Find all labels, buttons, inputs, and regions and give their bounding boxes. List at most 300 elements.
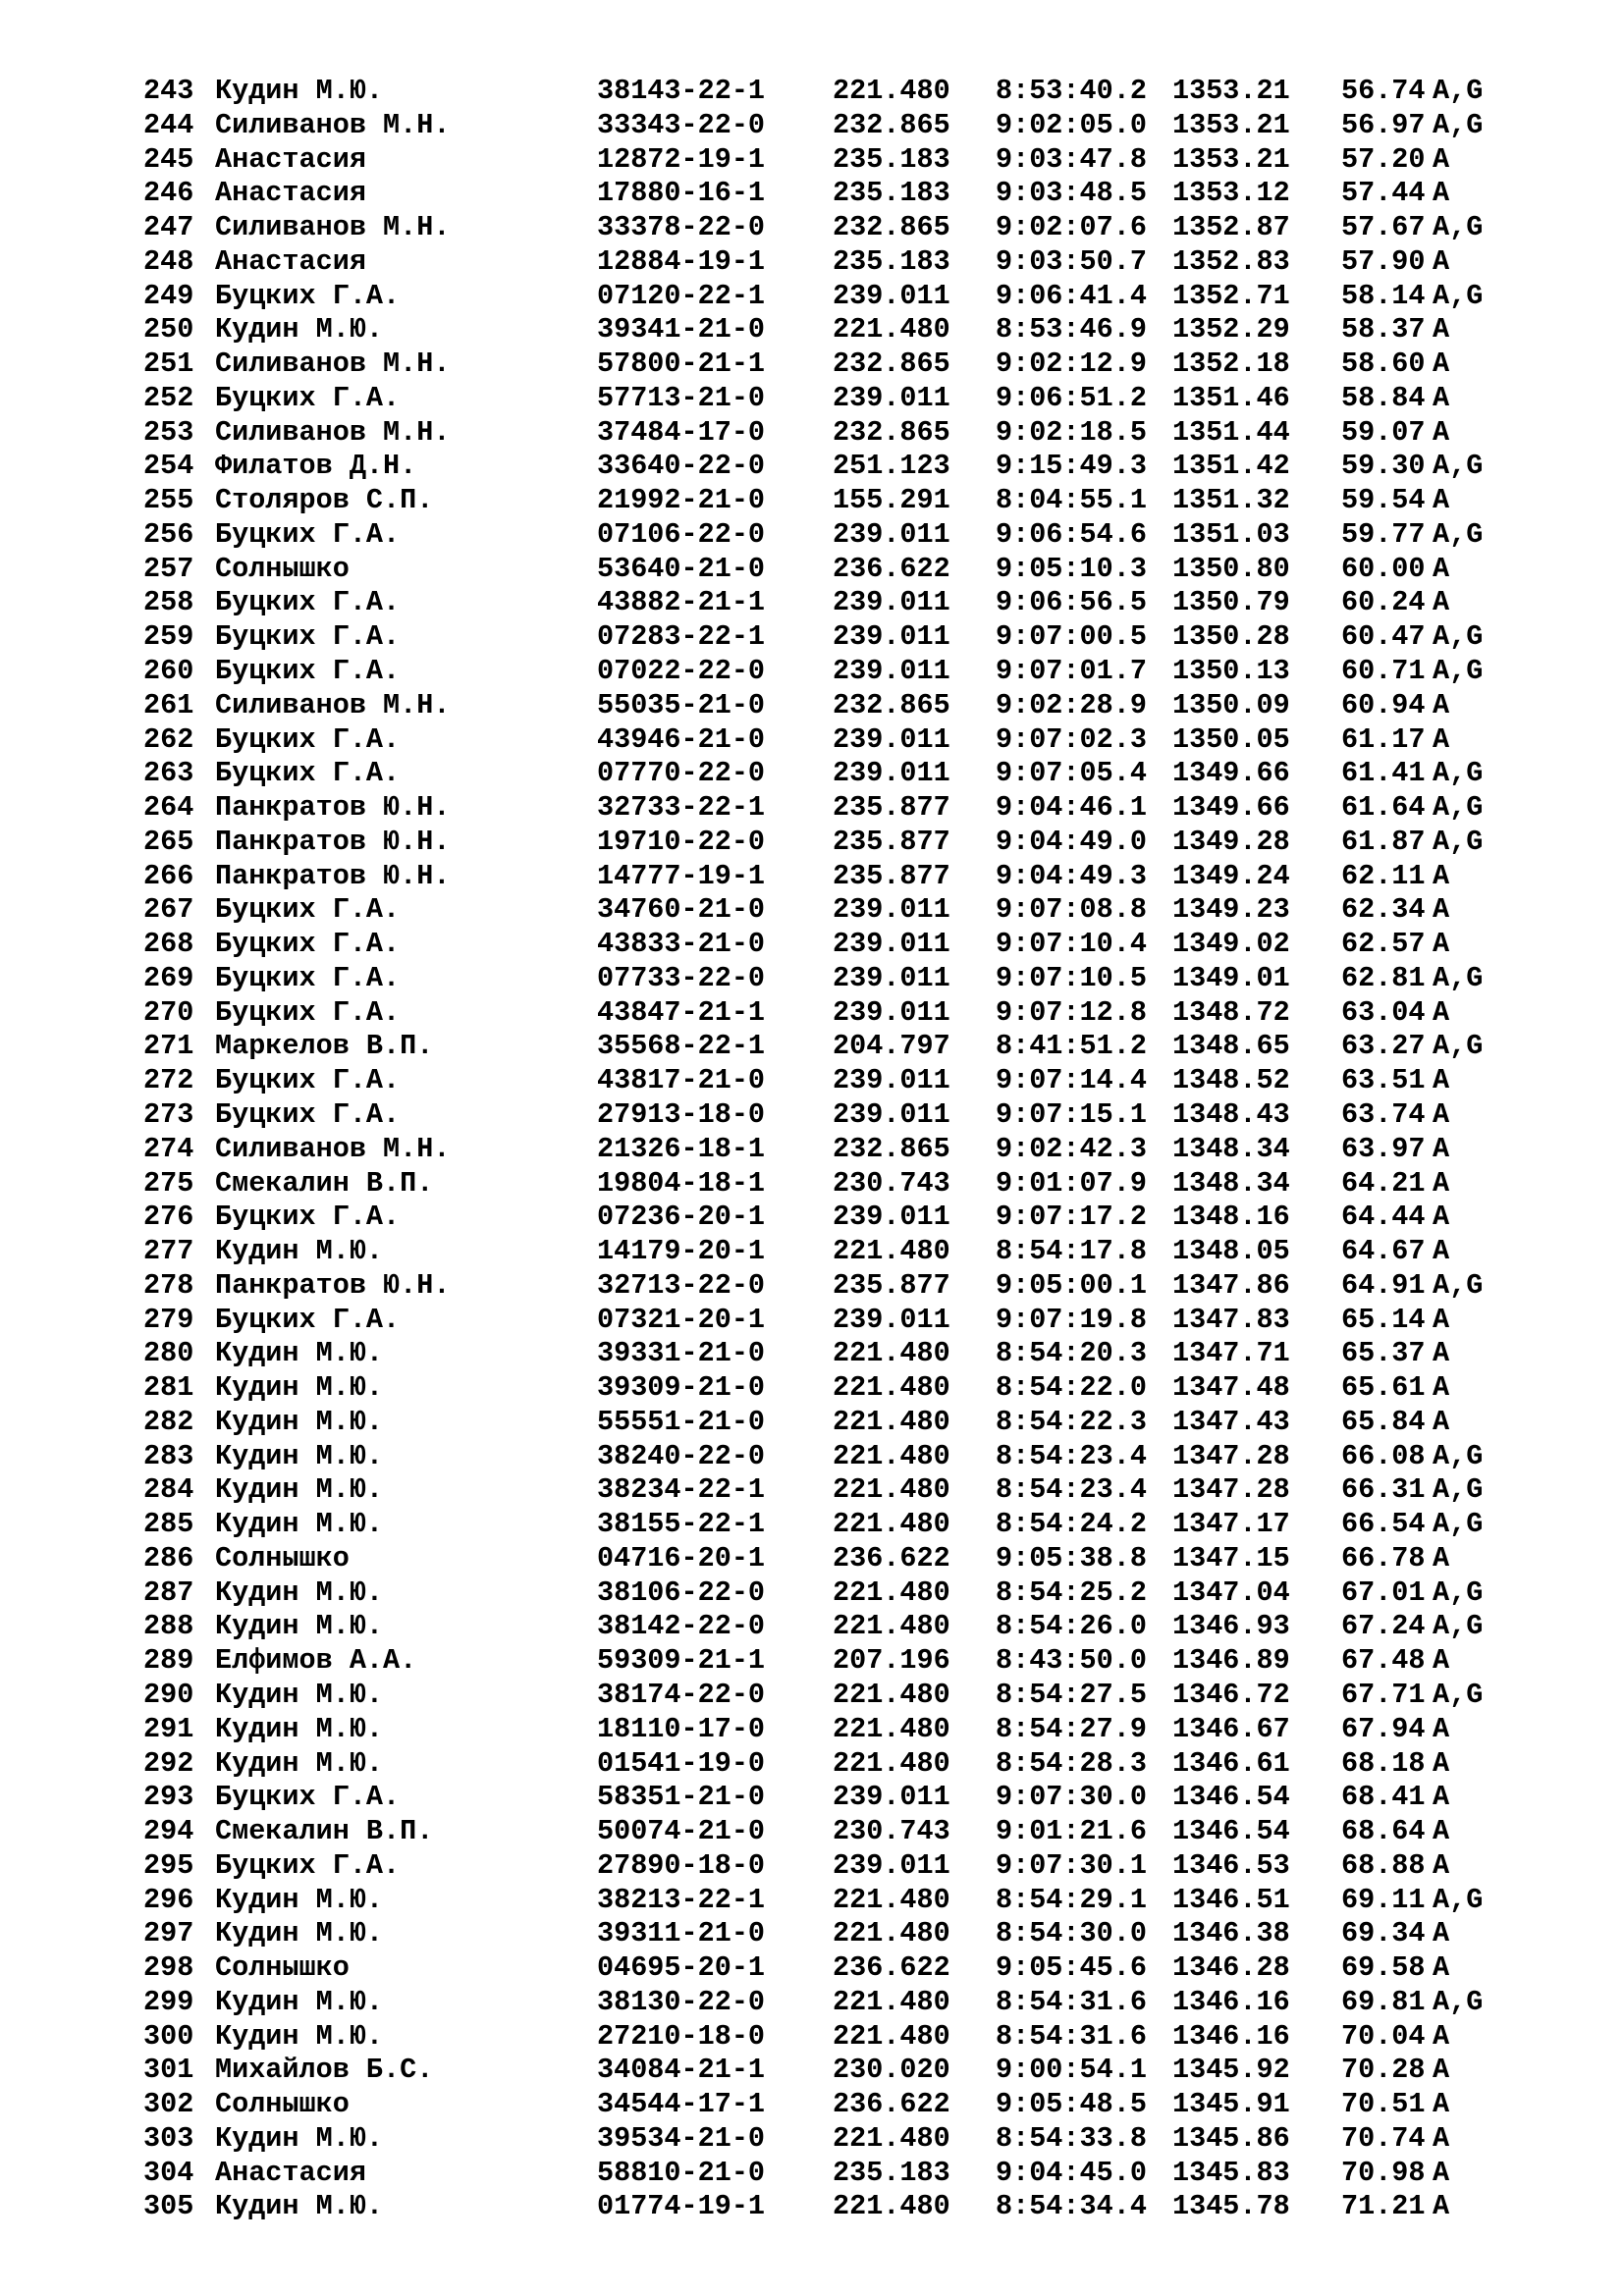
flags-cell: A xyxy=(1433,313,1450,347)
flags-cell: A xyxy=(1433,1064,1450,1097)
flags-cell: A xyxy=(1433,1235,1450,1268)
arrival-time-cell: 8:54:25.2 xyxy=(996,1575,1147,1609)
coefficient-cell: 60.00 xyxy=(1341,552,1426,585)
arrival-time-cell: 9:05:00.1 xyxy=(996,1268,1147,1302)
coefficient-cell: 57.44 xyxy=(1341,177,1426,210)
ring-number-cell: 07283-22-1 xyxy=(597,620,766,654)
row-number-cell: 289 xyxy=(143,1644,194,1678)
flags-cell: A xyxy=(1433,1303,1450,1336)
owner-name-cell: Буцких Г.А. xyxy=(215,279,401,312)
speed-cell: 1346.67 xyxy=(1172,1712,1290,1745)
arrival-time-cell: 9:02:12.9 xyxy=(996,347,1147,381)
owner-name-cell: Кудин М.Ю. xyxy=(215,1575,384,1609)
distance-cell: 221.480 xyxy=(833,1575,950,1609)
owner-name-cell: Буцких Г.А. xyxy=(215,1848,401,1882)
speed-cell: 1347.86 xyxy=(1172,1268,1290,1302)
speed-cell: 1349.02 xyxy=(1172,928,1290,961)
flags-cell: A xyxy=(1433,1371,1450,1405)
coefficient-cell: 66.31 xyxy=(1341,1473,1426,1507)
coefficient-cell: 66.08 xyxy=(1341,1439,1426,1472)
ring-number-cell: 07106-22-0 xyxy=(597,517,766,551)
coefficient-cell: 71.21 xyxy=(1341,2190,1426,2223)
row-number-cell: 303 xyxy=(143,2121,194,2155)
owner-name-cell: Столяров С.П. xyxy=(215,484,434,517)
speed-cell: 1347.17 xyxy=(1172,1508,1290,1541)
row-number-cell: 244 xyxy=(143,108,194,141)
distance-cell: 221.480 xyxy=(833,1678,950,1711)
coefficient-cell: 63.97 xyxy=(1341,1132,1426,1165)
row-number-cell: 280 xyxy=(143,1337,194,1370)
arrival-time-cell: 8:54:26.0 xyxy=(996,1610,1147,1643)
owner-name-cell: Солнышко xyxy=(215,2088,350,2121)
arrival-time-cell: 9:07:15.1 xyxy=(996,1097,1147,1131)
ring-number-cell: 43817-21-0 xyxy=(597,1064,766,1097)
speed-cell: 1349.66 xyxy=(1172,791,1290,825)
arrival-time-cell: 8:54:24.2 xyxy=(996,1508,1147,1541)
flags-cell: A,G xyxy=(1433,757,1484,790)
row-number-cell: 278 xyxy=(143,1268,194,1302)
owner-name-cell: Буцких Г.А. xyxy=(215,381,401,414)
row-number-cell: 296 xyxy=(143,1883,194,1916)
row-number-cell: 292 xyxy=(143,1746,194,1780)
coefficient-cell: 70.98 xyxy=(1341,2156,1426,2189)
speed-cell: 1345.78 xyxy=(1172,2190,1290,2223)
row-number-cell: 300 xyxy=(143,2019,194,2053)
distance-cell: 221.480 xyxy=(833,1473,950,1507)
flags-cell: A,G xyxy=(1433,825,1484,858)
distance-cell: 221.480 xyxy=(833,1746,950,1780)
row-number-cell: 284 xyxy=(143,1473,194,1507)
owner-name-cell: Буцких Г.А. xyxy=(215,586,401,619)
row-number-cell: 260 xyxy=(143,655,194,688)
speed-cell: 1353.21 xyxy=(1172,75,1290,107)
distance-cell: 230.020 xyxy=(833,2054,950,2087)
arrival-time-cell: 9:05:38.8 xyxy=(996,1541,1147,1575)
owner-name-cell: Кудин М.Ю. xyxy=(215,2019,384,2053)
row-number-cell: 248 xyxy=(143,244,194,278)
distance-cell: 235.183 xyxy=(833,244,950,278)
row-number-cell: 272 xyxy=(143,1064,194,1097)
row-number-cell: 283 xyxy=(143,1439,194,1472)
flags-cell: A xyxy=(1433,2088,1450,2121)
flags-cell: A,G xyxy=(1433,1985,1484,2018)
owner-name-cell: Кудин М.Ю. xyxy=(215,1746,384,1780)
ring-number-cell: 38142-22-0 xyxy=(597,1610,766,1643)
flags-cell: A xyxy=(1433,722,1450,756)
coefficient-cell: 59.77 xyxy=(1341,517,1426,551)
distance-cell: 239.011 xyxy=(833,586,950,619)
speed-cell: 1346.54 xyxy=(1172,1815,1290,1848)
owner-name-cell: Кудин М.Ю. xyxy=(215,1712,384,1745)
flags-cell: A xyxy=(1433,484,1450,517)
coefficient-cell: 62.11 xyxy=(1341,859,1426,892)
distance-cell: 236.622 xyxy=(833,1541,950,1575)
coefficient-cell: 68.18 xyxy=(1341,1746,1426,1780)
row-number-cell: 257 xyxy=(143,552,194,585)
speed-cell: 1351.44 xyxy=(1172,415,1290,449)
ring-number-cell: 07770-22-0 xyxy=(597,757,766,790)
speed-cell: 1349.23 xyxy=(1172,893,1290,927)
flags-cell: A xyxy=(1433,995,1450,1029)
arrival-time-cell: 8:53:40.2 xyxy=(996,75,1147,107)
ring-number-cell: 12884-19-1 xyxy=(597,244,766,278)
distance-cell: 221.480 xyxy=(833,2121,950,2155)
ring-number-cell: 59309-21-1 xyxy=(597,1644,766,1678)
flags-cell: A xyxy=(1433,2019,1450,2053)
ring-number-cell: 33640-22-0 xyxy=(597,450,766,483)
row-number-cell: 252 xyxy=(143,381,194,414)
owner-name-cell: Кудин М.Ю. xyxy=(215,1508,384,1541)
coefficient-cell: 65.14 xyxy=(1341,1303,1426,1336)
ring-number-cell: 14777-19-1 xyxy=(597,859,766,892)
row-number-cell: 249 xyxy=(143,279,194,312)
row-number-cell: 264 xyxy=(143,791,194,825)
coefficient-cell: 69.34 xyxy=(1341,1917,1426,1950)
distance-cell: 239.011 xyxy=(833,620,950,654)
distance-cell: 221.480 xyxy=(833,2190,950,2223)
arrival-time-cell: 8:54:31.6 xyxy=(996,2019,1147,2053)
speed-cell: 1348.34 xyxy=(1172,1132,1290,1165)
flags-cell: A xyxy=(1433,1951,1450,1985)
speed-cell: 1353.12 xyxy=(1172,177,1290,210)
ring-number-cell: 17880-16-1 xyxy=(597,177,766,210)
distance-cell: 232.865 xyxy=(833,1132,950,1165)
distance-cell: 155.291 xyxy=(833,484,950,517)
coefficient-cell: 65.37 xyxy=(1341,1337,1426,1370)
flags-cell: A,G xyxy=(1433,1883,1484,1916)
flags-cell: A,G xyxy=(1433,1678,1484,1711)
ring-number-cell: 12872-19-1 xyxy=(597,142,766,176)
distance-cell: 235.183 xyxy=(833,2156,950,2189)
coefficient-cell: 62.57 xyxy=(1341,928,1426,961)
speed-cell: 1345.86 xyxy=(1172,2121,1290,2155)
arrival-time-cell: 9:02:07.6 xyxy=(996,211,1147,244)
coefficient-cell: 69.58 xyxy=(1341,1951,1426,1985)
coefficient-cell: 58.84 xyxy=(1341,381,1426,414)
owner-name-cell: Кудин М.Ю. xyxy=(215,1337,384,1370)
ring-number-cell: 38174-22-0 xyxy=(597,1678,766,1711)
speed-cell: 1346.72 xyxy=(1172,1678,1290,1711)
flags-cell: A xyxy=(1433,2054,1450,2087)
speed-cell: 1352.87 xyxy=(1172,211,1290,244)
flags-cell: A xyxy=(1433,2156,1450,2189)
ring-number-cell: 43833-21-0 xyxy=(597,928,766,961)
coefficient-cell: 67.24 xyxy=(1341,1610,1426,1643)
coefficient-cell: 58.37 xyxy=(1341,313,1426,347)
distance-cell: 236.622 xyxy=(833,552,950,585)
ring-number-cell: 43882-21-1 xyxy=(597,586,766,619)
flags-cell: A xyxy=(1433,244,1450,278)
arrival-time-cell: 9:05:48.5 xyxy=(996,2088,1147,2121)
speed-cell: 1353.21 xyxy=(1172,142,1290,176)
coefficient-cell: 60.71 xyxy=(1341,655,1426,688)
coefficient-cell: 59.54 xyxy=(1341,484,1426,517)
distance-cell: 221.480 xyxy=(833,2019,950,2053)
owner-name-cell: Буцких Г.А. xyxy=(215,517,401,551)
ring-number-cell: 27913-18-0 xyxy=(597,1097,766,1131)
arrival-time-cell: 9:15:49.3 xyxy=(996,450,1147,483)
flags-cell: A,G xyxy=(1433,517,1484,551)
owner-name-cell: Смекалин В.П. xyxy=(215,1166,434,1200)
speed-cell: 1350.05 xyxy=(1172,722,1290,756)
ring-number-cell: 35568-22-1 xyxy=(597,1030,766,1063)
flags-cell: A xyxy=(1433,1746,1450,1780)
arrival-time-cell: 8:54:27.5 xyxy=(996,1678,1147,1711)
owner-name-cell: Кудин М.Ю. xyxy=(215,1405,384,1438)
row-number-cell: 304 xyxy=(143,2156,194,2189)
distance-cell: 239.011 xyxy=(833,655,950,688)
flags-cell: A xyxy=(1433,1097,1450,1131)
row-number-cell: 275 xyxy=(143,1166,194,1200)
distance-cell: 232.865 xyxy=(833,347,950,381)
owner-name-cell: Буцких Г.А. xyxy=(215,1064,401,1097)
distance-cell: 221.480 xyxy=(833,1712,950,1745)
row-number-cell: 267 xyxy=(143,893,194,927)
flags-cell: A,G xyxy=(1433,450,1484,483)
arrival-time-cell: 9:07:19.8 xyxy=(996,1303,1147,1336)
row-number-cell: 266 xyxy=(143,859,194,892)
coefficient-cell: 64.44 xyxy=(1341,1201,1426,1234)
coefficient-cell: 61.41 xyxy=(1341,757,1426,790)
owner-name-cell: Силиванов М.Н. xyxy=(215,415,451,449)
row-number-cell: 295 xyxy=(143,1848,194,1882)
speed-cell: 1348.43 xyxy=(1172,1097,1290,1131)
row-number-cell: 297 xyxy=(143,1917,194,1950)
arrival-time-cell: 9:07:30.0 xyxy=(996,1781,1147,1814)
ring-number-cell: 39534-21-0 xyxy=(597,2121,766,2155)
owner-name-cell: Буцких Г.А. xyxy=(215,1781,401,1814)
coefficient-cell: 59.30 xyxy=(1341,450,1426,483)
row-number-cell: 277 xyxy=(143,1235,194,1268)
row-number-cell: 265 xyxy=(143,825,194,858)
flags-cell: A xyxy=(1433,1917,1450,1950)
ring-number-cell: 38130-22-0 xyxy=(597,1985,766,2018)
flags-cell: A,G xyxy=(1433,1439,1484,1472)
row-number-cell: 302 xyxy=(143,2088,194,2121)
arrival-time-cell: 9:07:02.3 xyxy=(996,722,1147,756)
arrival-time-cell: 9:07:14.4 xyxy=(996,1064,1147,1097)
speed-cell: 1352.29 xyxy=(1172,313,1290,347)
owner-name-cell: Кудин М.Ю. xyxy=(215,1883,384,1916)
distance-cell: 235.877 xyxy=(833,791,950,825)
distance-cell: 235.183 xyxy=(833,142,950,176)
speed-cell: 1351.46 xyxy=(1172,381,1290,414)
flags-cell: A,G xyxy=(1433,655,1484,688)
ring-number-cell: 34544-17-1 xyxy=(597,2088,766,2121)
coefficient-cell: 60.24 xyxy=(1341,586,1426,619)
owner-name-cell: Анастасия xyxy=(215,2156,366,2189)
arrival-time-cell: 9:07:10.4 xyxy=(996,928,1147,961)
row-number-cell: 258 xyxy=(143,586,194,619)
distance-cell: 207.196 xyxy=(833,1644,950,1678)
distance-cell: 232.865 xyxy=(833,688,950,721)
arrival-time-cell: 9:03:50.7 xyxy=(996,244,1147,278)
coefficient-cell: 64.91 xyxy=(1341,1268,1426,1302)
flags-cell: A xyxy=(1433,1337,1450,1370)
flags-cell: A xyxy=(1433,1541,1450,1575)
owner-name-cell: Кудин М.Ю. xyxy=(215,1678,384,1711)
distance-cell: 221.480 xyxy=(833,1917,950,1950)
arrival-time-cell: 9:03:47.8 xyxy=(996,142,1147,176)
coefficient-cell: 65.61 xyxy=(1341,1371,1426,1405)
arrival-time-cell: 9:07:08.8 xyxy=(996,893,1147,927)
row-number-cell: 271 xyxy=(143,1030,194,1063)
arrival-time-cell: 9:07:30.1 xyxy=(996,1848,1147,1882)
speed-cell: 1345.83 xyxy=(1172,2156,1290,2189)
flags-cell: A xyxy=(1433,347,1450,381)
owner-name-cell: Солнышко xyxy=(215,1951,350,1985)
coefficient-cell: 68.64 xyxy=(1341,1815,1426,1848)
row-number-cell: 285 xyxy=(143,1508,194,1541)
row-number-cell: 250 xyxy=(143,313,194,347)
arrival-time-cell: 8:54:34.4 xyxy=(996,2190,1147,2223)
speed-cell: 1350.80 xyxy=(1172,552,1290,585)
arrival-time-cell: 9:01:21.6 xyxy=(996,1815,1147,1848)
row-number-cell: 290 xyxy=(143,1678,194,1711)
flags-cell: A xyxy=(1433,928,1450,961)
coefficient-cell: 64.21 xyxy=(1341,1166,1426,1200)
distance-cell: 221.480 xyxy=(833,1508,950,1541)
ring-number-cell: 39311-21-0 xyxy=(597,1917,766,1950)
speed-cell: 1347.28 xyxy=(1172,1473,1290,1507)
owner-name-cell: Солнышко xyxy=(215,1541,350,1575)
ring-number-cell: 04695-20-1 xyxy=(597,1951,766,1985)
coefficient-cell: 70.51 xyxy=(1341,2088,1426,2121)
row-number-cell: 268 xyxy=(143,928,194,961)
speed-cell: 1347.43 xyxy=(1172,1405,1290,1438)
distance-cell: 235.183 xyxy=(833,177,950,210)
speed-cell: 1350.79 xyxy=(1172,586,1290,619)
flags-cell: A,G xyxy=(1433,1508,1484,1541)
owner-name-cell: Кудин М.Ю. xyxy=(215,75,384,107)
arrival-time-cell: 8:54:20.3 xyxy=(996,1337,1147,1370)
distance-cell: 221.480 xyxy=(833,75,950,107)
coefficient-cell: 68.41 xyxy=(1341,1781,1426,1814)
speed-cell: 1346.51 xyxy=(1172,1883,1290,1916)
flags-cell: A xyxy=(1433,552,1450,585)
distance-cell: 221.480 xyxy=(833,1883,950,1916)
flags-cell: A,G xyxy=(1433,211,1484,244)
ring-number-cell: 53640-21-0 xyxy=(597,552,766,585)
speed-cell: 1349.28 xyxy=(1172,825,1290,858)
ring-number-cell: 38213-22-1 xyxy=(597,1883,766,1916)
flags-cell: A,G xyxy=(1433,620,1484,654)
ring-number-cell: 55551-21-0 xyxy=(597,1405,766,1438)
owner-name-cell: Кудин М.Ю. xyxy=(215,1473,384,1507)
distance-cell: 239.011 xyxy=(833,1848,950,1882)
speed-cell: 1348.34 xyxy=(1172,1166,1290,1200)
row-number-cell: 245 xyxy=(143,142,194,176)
arrival-time-cell: 8:53:46.9 xyxy=(996,313,1147,347)
coefficient-cell: 56.74 xyxy=(1341,75,1426,107)
arrival-time-cell: 9:06:56.5 xyxy=(996,586,1147,619)
coefficient-cell: 70.28 xyxy=(1341,2054,1426,2087)
owner-name-cell: Кудин М.Ю. xyxy=(215,313,384,347)
owner-name-cell: Буцких Г.А. xyxy=(215,1303,401,1336)
owner-name-cell: Буцких Г.А. xyxy=(215,961,401,994)
row-number-cell: 247 xyxy=(143,211,194,244)
coefficient-cell: 62.81 xyxy=(1341,961,1426,994)
coefficient-cell: 61.87 xyxy=(1341,825,1426,858)
flags-cell: A xyxy=(1433,1132,1450,1165)
distance-cell: 239.011 xyxy=(833,893,950,927)
ring-number-cell: 19710-22-0 xyxy=(597,825,766,858)
row-number-cell: 263 xyxy=(143,757,194,790)
distance-cell: 239.011 xyxy=(833,961,950,994)
arrival-time-cell: 9:07:01.7 xyxy=(996,655,1147,688)
owner-name-cell: Панкратов Ю.Н. xyxy=(215,791,451,825)
ring-number-cell: 38143-22-1 xyxy=(597,75,766,107)
flags-cell: A xyxy=(1433,1815,1450,1848)
coefficient-cell: 57.90 xyxy=(1341,244,1426,278)
row-number-cell: 282 xyxy=(143,1405,194,1438)
speed-cell: 1351.03 xyxy=(1172,517,1290,551)
flags-cell: A,G xyxy=(1433,1575,1484,1609)
coefficient-cell: 60.47 xyxy=(1341,620,1426,654)
ring-number-cell: 34084-21-1 xyxy=(597,2054,766,2087)
distance-cell: 221.480 xyxy=(833,1235,950,1268)
ring-number-cell: 19804-18-1 xyxy=(597,1166,766,1200)
ring-number-cell: 38240-22-0 xyxy=(597,1439,766,1472)
coefficient-cell: 68.88 xyxy=(1341,1848,1426,1882)
owner-name-cell: Буцких Г.А. xyxy=(215,1201,401,1234)
owner-name-cell: Панкратов Ю.Н. xyxy=(215,1268,451,1302)
speed-cell: 1348.16 xyxy=(1172,1201,1290,1234)
arrival-time-cell: 8:54:29.1 xyxy=(996,1883,1147,1916)
arrival-time-cell: 9:07:17.2 xyxy=(996,1201,1147,1234)
row-number-cell: 279 xyxy=(143,1303,194,1336)
arrival-time-cell: 9:05:45.6 xyxy=(996,1951,1147,1985)
owner-name-cell: Силиванов М.Н. xyxy=(215,211,451,244)
speed-cell: 1346.16 xyxy=(1172,1985,1290,2018)
arrival-time-cell: 9:04:45.0 xyxy=(996,2156,1147,2189)
owner-name-cell: Михайлов Б.С. xyxy=(215,2054,434,2087)
speed-cell: 1351.32 xyxy=(1172,484,1290,517)
arrival-time-cell: 8:54:31.6 xyxy=(996,1985,1147,2018)
distance-cell: 204.797 xyxy=(833,1030,950,1063)
row-number-cell: 251 xyxy=(143,347,194,381)
ring-number-cell: 39341-21-0 xyxy=(597,313,766,347)
flags-cell: A,G xyxy=(1433,1030,1484,1063)
speed-cell: 1353.21 xyxy=(1172,108,1290,141)
arrival-time-cell: 9:07:05.4 xyxy=(996,757,1147,790)
distance-cell: 235.877 xyxy=(833,1268,950,1302)
distance-cell: 239.011 xyxy=(833,1097,950,1131)
speed-cell: 1346.53 xyxy=(1172,1848,1290,1882)
ring-number-cell: 07022-22-0 xyxy=(597,655,766,688)
row-number-cell: 291 xyxy=(143,1712,194,1745)
row-number-cell: 259 xyxy=(143,620,194,654)
ring-number-cell: 38234-22-1 xyxy=(597,1473,766,1507)
distance-cell: 239.011 xyxy=(833,1781,950,1814)
speed-cell: 1351.42 xyxy=(1172,450,1290,483)
arrival-time-cell: 9:02:05.0 xyxy=(996,108,1147,141)
ring-number-cell: 39331-21-0 xyxy=(597,1337,766,1370)
owner-name-cell: Силиванов М.Н. xyxy=(215,1132,451,1165)
flags-cell: A xyxy=(1433,2190,1450,2223)
speed-cell: 1348.72 xyxy=(1172,995,1290,1029)
row-number-cell: 256 xyxy=(143,517,194,551)
speed-cell: 1347.15 xyxy=(1172,1541,1290,1575)
owner-name-cell: Кудин М.Ю. xyxy=(215,1917,384,1950)
speed-cell: 1348.52 xyxy=(1172,1064,1290,1097)
owner-name-cell: Силиванов М.Н. xyxy=(215,688,451,721)
speed-cell: 1345.91 xyxy=(1172,2088,1290,2121)
distance-cell: 239.011 xyxy=(833,381,950,414)
arrival-time-cell: 9:05:10.3 xyxy=(996,552,1147,585)
arrival-time-cell: 8:54:30.0 xyxy=(996,1917,1147,1950)
row-number-cell: 274 xyxy=(143,1132,194,1165)
